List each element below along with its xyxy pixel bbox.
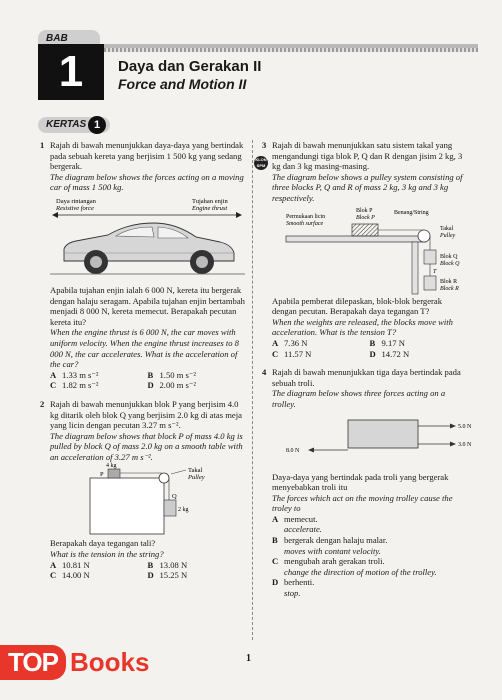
topbooks-logo: [0, 640, 149, 684]
question-body-my: Apabila pemberat dilepaskan, blok-blok bergerak dengan pecutan. Berapakah daya tegangan T?: [272, 295, 442, 317]
block-r-label-my: Blok R: [440, 278, 458, 285]
question-number: 4: [262, 367, 267, 378]
left-column: [40, 140, 245, 581]
pulley-label-en: Pulley: [188, 474, 205, 482]
question-body-my: Apabila tujahan enjin ialah 6 000 N, kereta itu bergerak dengan halaju seragam. Apabila tujahan enjin bertambah menjadi 8 000 N, kereta memecut. Berapakah pecutan kereta itu?: [50, 284, 245, 327]
question-body-my: Berapakah daya tegangan tali?: [50, 538, 156, 549]
string-label: Benang/String: [394, 209, 429, 216]
block-q-label-my: Blok Q: [440, 253, 458, 260]
block-q: [164, 500, 176, 516]
option-d[interactable]: D 15.25 N: [147, 570, 188, 581]
car-icon: [50, 223, 245, 274]
option-d[interactable]: D 14.72 N: [369, 348, 410, 359]
question-text-my: Rajah di bawah menunjukkan satu sistem takal yang mengandungi tiga blok P, Q dan R dengan jisim 2 kg, 3 kg dan 3 kg masing-masing.: [272, 140, 463, 172]
right-column: [262, 140, 472, 599]
question-body-en: When the engine thrust is 6 000 N, the car moves with uniform velocity. When the engine thrust increases to 8 000 N, the car accelerates. What is the acceleration of the car?: [50, 327, 239, 370]
question-1: [40, 140, 245, 391]
mass-p-label: 4 kg: [106, 463, 117, 470]
option-c[interactable]: C 1.82 m s⁻²: [50, 380, 99, 391]
option-d[interactable]: D berhenti.: [272, 577, 315, 588]
block-p-label-en: Block P: [356, 214, 375, 221]
header-rule-pattern: [104, 48, 478, 52]
bab-label: BAB: [38, 30, 100, 46]
question-body-en: The forces which act on the moving trolley cause the troley to: [272, 492, 453, 514]
question-4: [262, 367, 472, 599]
table-leg: [412, 242, 418, 294]
pulley-table-diagram: [50, 464, 245, 534]
mass-q-label: 2 kg: [178, 507, 189, 514]
question-text-en: The diagram below shows a pulley system consisting of three blocks P, Q and R of mass 2 kg, 3 kg and 3 kg respectively.: [272, 171, 463, 203]
kertas-label: KERTAS: [38, 117, 110, 133]
option-a[interactable]: A 10.81 N: [50, 559, 90, 570]
chapter-title-my: Daya dan Gerakan II: [118, 58, 262, 75]
option-a[interactable]: A 1.33 m s⁻²: [50, 369, 99, 380]
block-p-label-my: Blok P: [356, 207, 373, 214]
answer-options: [50, 560, 245, 581]
chapter-number: 1: [38, 44, 104, 100]
resistive-force-label-en: Resistive force: [56, 204, 94, 212]
car-diagram: [50, 195, 245, 283]
option-b-en: moves with contant velocity.: [284, 545, 381, 556]
force-arrow: [52, 212, 242, 218]
question-number: 3: [262, 140, 267, 150]
pulley-label-en: Pulley: [440, 232, 456, 239]
question-number: 2: [40, 398, 45, 409]
question-number: 1: [40, 140, 45, 150]
block-p: [352, 224, 378, 236]
pulley-label-my: Takal: [440, 225, 454, 232]
question-text-en: The diagram below shows the forces acting on a moving car of mass 1 500 kg.: [50, 171, 244, 193]
question-body-my: Daya-daya yang bertindak pada troli yang bergerak menyebabkan troli itu: [272, 471, 449, 493]
option-a[interactable]: A 7.36 N: [272, 337, 308, 348]
question-body-en: When the weights are released, the blocks move with acceleration. What is the tension T?: [272, 316, 453, 338]
pulley-label-my: Takal: [188, 467, 203, 475]
option-c[interactable]: C 14.00 N: [50, 570, 90, 581]
option-a-en: accelerate.: [284, 524, 322, 535]
table-surface: [286, 236, 426, 242]
option-c[interactable]: C mengubah arah gerakan troli.: [272, 556, 385, 567]
option-b[interactable]: B bergerak dengan halaju malar.: [272, 535, 388, 546]
question-text-en: The diagram below shows that block P of mass 4.0 kg is pulled by block Q of mass 2.0 kg on a smooth table with an acceleration of 3.27 m s⁻².: [50, 430, 243, 462]
answer-options: [272, 338, 467, 359]
question-3: [262, 140, 467, 359]
spm-badge: KLON SPM: [255, 157, 267, 168]
option-c[interactable]: C 11.57 N: [272, 348, 312, 359]
table: [90, 478, 164, 534]
option-a[interactable]: A memecut.: [272, 513, 318, 524]
option-c-en: change the direction of motion of the trolley.: [284, 566, 437, 577]
question-text-my: Rajah di bawah menunjukkan daya-daya yang bertindak pada sebuah kereta yang berjisim 1 500 kg yang sedang bergerak.: [50, 140, 244, 172]
block-p: [108, 469, 120, 478]
smooth-surface-label-my: Permukaan licin: [286, 213, 326, 220]
force-5n-label: 5.0 N: [458, 423, 472, 430]
trolley-force-diagram: [272, 414, 472, 466]
answer-options: [50, 370, 245, 391]
answer-options: [272, 514, 467, 599]
logo-top: TOP: [0, 645, 66, 680]
force-3n-label: 3.0 N: [458, 441, 472, 448]
block-q: [424, 250, 436, 264]
block-p-label: P: [100, 471, 104, 479]
block-r-label-en: Block R: [440, 285, 459, 292]
pulley-icon: [159, 473, 169, 483]
option-d[interactable]: D 2.00 m s⁻²: [147, 380, 196, 391]
block-r: [424, 276, 436, 290]
question-2: [40, 399, 245, 581]
question-body-en: What is the tension in the string?: [50, 549, 164, 560]
block-q-label: Q: [172, 493, 177, 501]
kertas-number: 1: [88, 116, 106, 134]
engine-thrust-label-en: Engine thrust: [192, 204, 228, 212]
pulley-icon: [418, 230, 430, 242]
option-d-en: stop.: [284, 588, 301, 599]
question-text-en: The diagram below shows three forces acting on a trolley.: [272, 388, 446, 409]
three-block-pulley-diagram: [272, 206, 477, 294]
option-b[interactable]: B 13.08 N: [147, 559, 188, 570]
option-b[interactable]: B 1.50 m s⁻²: [147, 369, 196, 380]
smooth-surface-label-en: Smooth surface: [286, 220, 324, 227]
question-text-my: Rajah di bawah menunjukkan tiga daya bertindak pada sebuah troli.: [272, 367, 461, 388]
question-text-my: Rajah di bawah menunjukkan blok P yang berjisim 4.0 kg ditarik oleh blok Q yang berjisim 2.0 kg di atas meja yang licin dengan pecutan 3.27 m s⁻².: [50, 398, 242, 431]
resistive-force-label-my: Daya rintangan: [56, 197, 96, 205]
column-divider: [252, 140, 253, 640]
block-q-label-en: Block Q: [440, 260, 460, 267]
tension-label: T: [433, 268, 437, 275]
page-number: 1: [246, 653, 251, 664]
option-b[interactable]: B 9.17 N: [369, 337, 405, 348]
chapter-title-en: Force and Motion II: [118, 76, 247, 92]
engine-thrust-label-my: Tujahan enjin: [192, 197, 228, 205]
logo-books: Books: [69, 646, 150, 677]
force-8n-label: 8.0 N: [286, 447, 300, 454]
trolley: [348, 420, 418, 448]
